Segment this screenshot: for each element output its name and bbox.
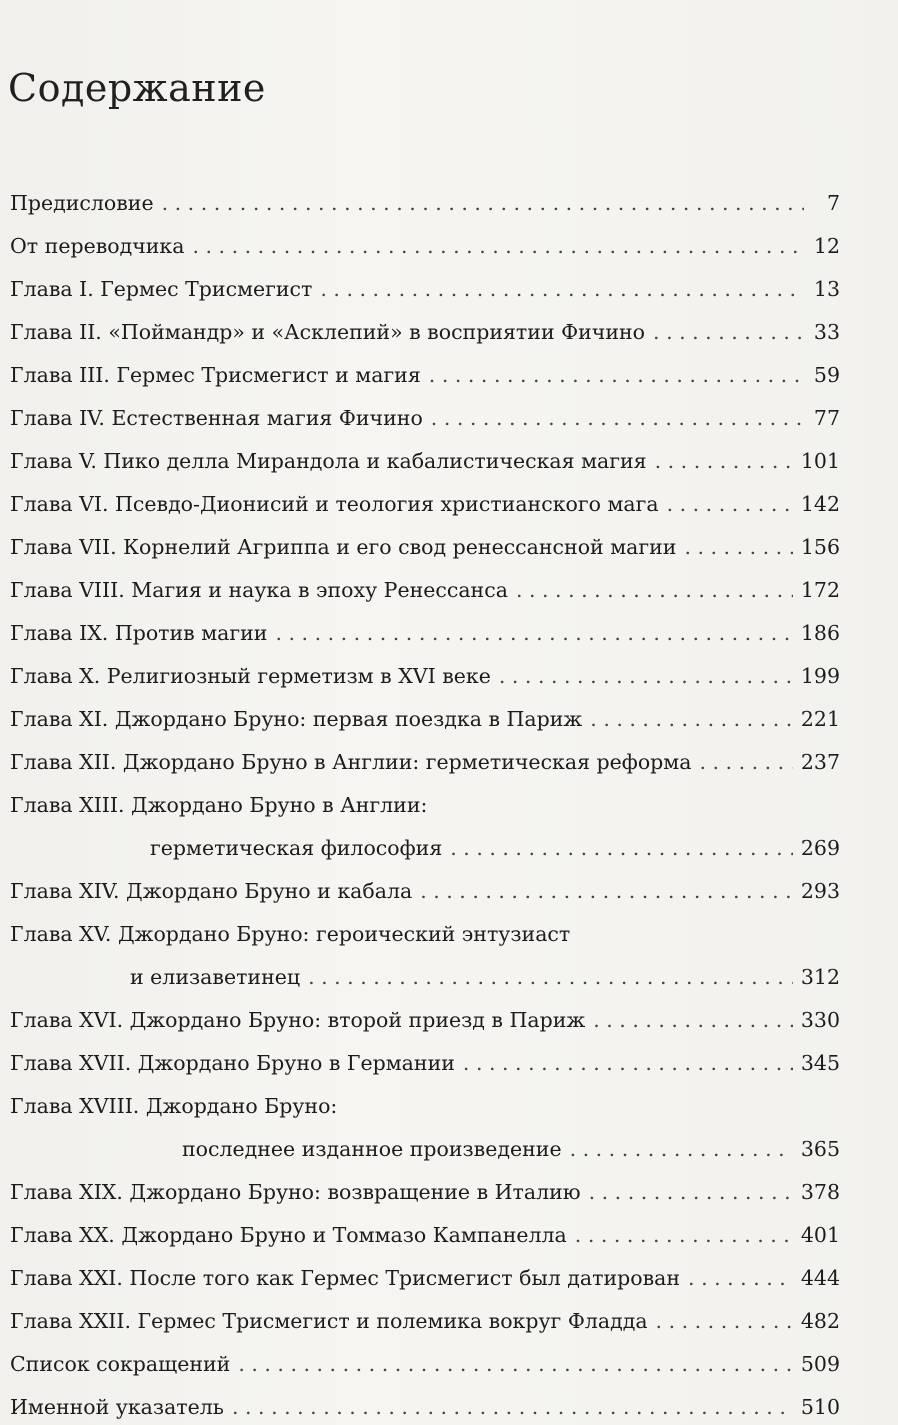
toc-entry — [10, 1300, 840, 1343]
toc-entry-label: Глава IX. Против магии — [10, 621, 268, 645]
toc-page-number: 101 — [800, 449, 840, 473]
dot-leader — [238, 1343, 793, 1386]
toc-entry — [10, 1042, 840, 1085]
toc-entry — [10, 354, 840, 397]
toc-entry — [10, 913, 840, 999]
dot-leader — [275, 612, 792, 655]
toc-page-number: 13 — [813, 277, 840, 301]
toc-entry — [10, 268, 840, 311]
dot-leader — [688, 1257, 793, 1300]
toc-entry-label: Глава XI. Джордано Бруно: первая поездка в Париж — [10, 707, 583, 731]
toc-entry-label: От переводчика — [10, 234, 185, 258]
toc-entry — [10, 1085, 840, 1171]
toc-entry-label: Глава XV. Джордано Бруно: героический энтузиаст — [10, 922, 571, 946]
dot-leader — [450, 827, 793, 870]
toc-entry-label: Глава XXII. Гермес Трисмегист и полемика вокруг Фладда — [10, 1309, 648, 1333]
toc-page-number: 186 — [800, 621, 840, 645]
dot-leader — [699, 741, 792, 784]
toc-entry-label: Глава XIV. Джордано Бруно и кабала — [10, 879, 413, 903]
toc-entry-label: Глава XII. Джордано Бруно в Англии: герметическая реформа — [10, 750, 692, 774]
toc-entry-label: Глава XIII. Джордано Бруно в Англии: — [10, 793, 428, 817]
toc-entry-label: Глава XX. Джордано Бруно и Томмазо Кампанелла — [10, 1223, 567, 1247]
toc-page-number: 293 — [800, 879, 840, 903]
toc-page-number: 221 — [800, 707, 840, 731]
toc-entry — [10, 225, 840, 268]
toc-entry-label: Глава IV. Естественная магия Фичино — [10, 406, 423, 430]
toc-entry-label: Список сокращений — [10, 1352, 231, 1376]
toc-page-number: 77 — [813, 406, 840, 430]
toc-page-number: 509 — [800, 1352, 840, 1376]
toc-entry — [10, 655, 840, 698]
dot-leader — [667, 483, 793, 526]
toc-page-number: 33 — [813, 320, 840, 344]
dot-leader — [162, 182, 804, 225]
toc-page-number: 237 — [800, 750, 840, 774]
toc-page-number: 7 — [826, 191, 840, 215]
toc-page-number: 482 — [800, 1309, 840, 1333]
dot-leader — [653, 311, 804, 354]
toc-entry — [10, 870, 840, 913]
toc-entry-label: Глава XVI. Джордано Бруно: второй приезд в Париж — [10, 1008, 586, 1032]
dot-leader — [499, 655, 793, 698]
toc-entry-continuation: герметическая философия — [150, 836, 443, 860]
table-of-contents — [10, 182, 840, 1425]
toc-entry-label: Глава XXI. После того как Гермес Трисмегист был датирован — [10, 1266, 681, 1290]
toc-entry — [10, 784, 840, 870]
dot-leader — [420, 870, 793, 913]
toc-page-number: 269 — [800, 836, 840, 860]
toc-entry-label: Глава XVII. Джордано Бруно в Германии — [10, 1051, 455, 1075]
toc-page-number: 378 — [800, 1180, 840, 1204]
toc-page-number: 401 — [800, 1223, 840, 1247]
toc-entry — [10, 1343, 840, 1386]
toc-entry — [10, 999, 840, 1042]
toc-page-number: 444 — [800, 1266, 840, 1290]
dot-leader — [655, 440, 793, 483]
dot-leader — [232, 1386, 793, 1425]
dot-leader — [516, 569, 793, 612]
toc-entry-label: Глава II. «Поймандр» и «Асклепий» в восприятии Фичино — [10, 320, 646, 344]
toc-entry-label: Глава III. Гермес Трисмегист и магия — [10, 363, 421, 387]
toc-entry — [10, 526, 840, 569]
toc-entry-continuation: последнее изданное произведение — [182, 1137, 562, 1161]
dot-leader — [463, 1042, 793, 1085]
toc-entry — [10, 1257, 840, 1300]
toc-page-number: 312 — [800, 965, 840, 989]
toc-page-number: 330 — [800, 1008, 840, 1032]
dot-leader — [192, 225, 804, 268]
toc-entry — [10, 698, 840, 741]
toc-page-number: 345 — [800, 1051, 840, 1075]
dot-leader — [684, 526, 792, 569]
toc-page-number: 142 — [800, 492, 840, 516]
dot-leader — [589, 1171, 793, 1214]
toc-entry — [10, 1386, 840, 1425]
toc-page-number: 156 — [800, 535, 840, 559]
toc-page-number: 365 — [800, 1137, 840, 1161]
dot-leader — [431, 397, 804, 440]
toc-page-number: 199 — [800, 664, 840, 688]
dot-leader — [575, 1214, 793, 1257]
toc-page-number: 510 — [800, 1395, 840, 1419]
toc-entry-label: Глава X. Религиозный герметизм в XVI веке — [10, 664, 491, 688]
toc-entry — [10, 483, 840, 526]
toc-entry — [10, 741, 840, 784]
toc-entry-label: Именной указатель — [10, 1395, 224, 1419]
dot-leader — [570, 1128, 793, 1171]
toc-entry-label: Глава VII. Корнелий Агриппа и его свод ренессансной магии — [10, 535, 677, 559]
dot-leader — [590, 698, 793, 741]
toc-entry-label: Глава V. Пико делла Мирандола и кабалистическая магия — [10, 449, 647, 473]
toc-entry — [10, 1214, 840, 1257]
toc-page-number: 172 — [800, 578, 840, 602]
toc-entry-label: Глава I. Гермес Трисмегист — [10, 277, 313, 301]
dot-leader — [320, 268, 804, 311]
dot-leader — [308, 956, 793, 999]
toc-entry — [10, 311, 840, 354]
toc-entry — [10, 569, 840, 612]
toc-entry — [10, 612, 840, 655]
toc-entry — [10, 440, 840, 483]
toc-entry — [10, 397, 840, 440]
page-title: Содержание — [8, 66, 266, 110]
toc-entry-label: Глава VI. Псевдо-Дионисий и теология христианского мага — [10, 492, 659, 516]
toc-entry-label: Глава VIII. Магия и наука в эпоху Ренессанса — [10, 578, 508, 602]
toc-page-number: 59 — [813, 363, 840, 387]
toc-entry — [10, 182, 840, 225]
dot-leader — [656, 1300, 793, 1343]
dot-leader — [593, 999, 793, 1042]
toc-entry-continuation: и елизаветинец — [130, 965, 301, 989]
toc-entry — [10, 1171, 840, 1214]
toc-entry-label: Глава XIX. Джордано Бруно: возвращение в Италию — [10, 1180, 581, 1204]
toc-entry-label: Глава XVIII. Джордано Бруно: — [10, 1094, 338, 1118]
toc-page-number: 12 — [813, 234, 840, 258]
toc-entry-label: Предисловие — [10, 191, 154, 215]
dot-leader — [429, 354, 804, 397]
